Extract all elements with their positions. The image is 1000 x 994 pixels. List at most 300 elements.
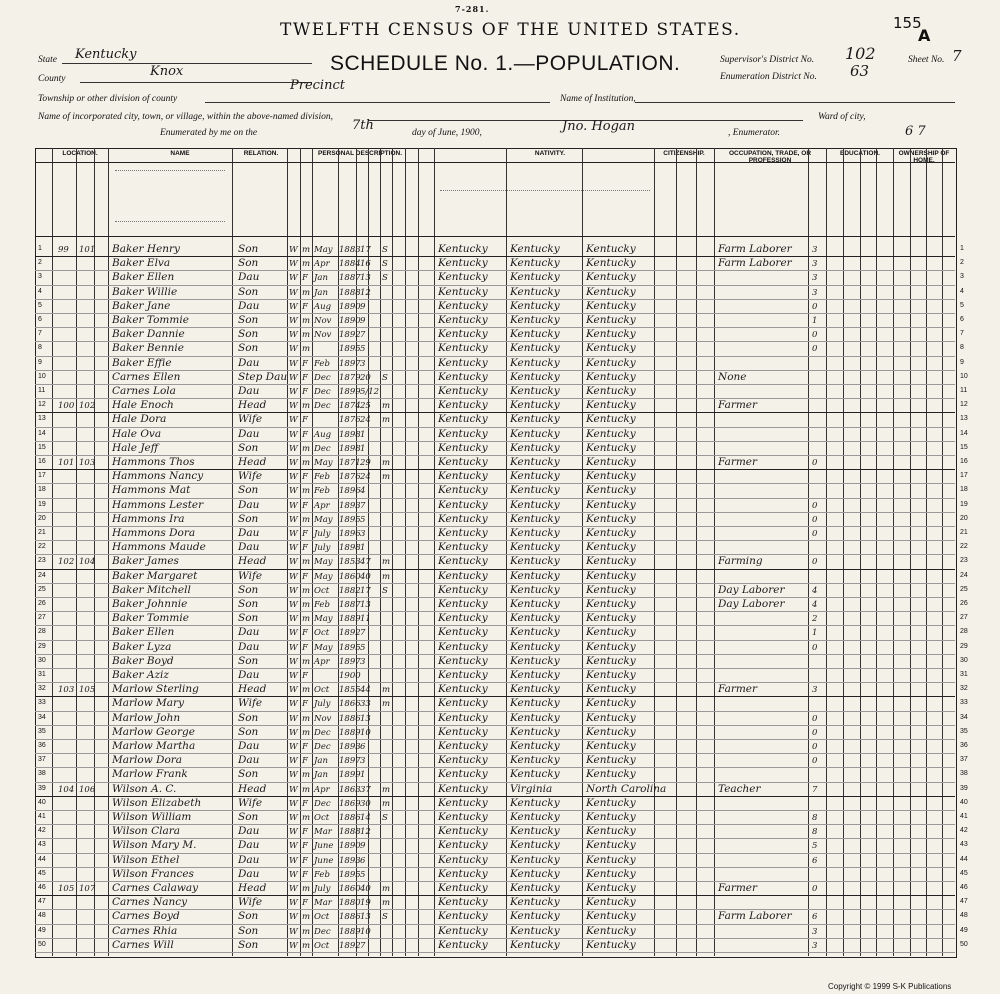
cell-family: 106 [79,784,96,795]
cell-birth-year: 1888 [339,827,361,838]
cell-sex: m [302,316,311,326]
cell-race: W [289,557,298,568]
cell-race: W [289,742,298,752]
cell-birthplace: Kentucky [438,555,488,568]
cell-birth-year: 1863 [339,784,361,795]
cell-months-unemployed: 0 [812,557,818,568]
cell-family: 103 [79,458,96,468]
cell-birth-month: Feb [314,358,330,369]
cell-relation: Dau [238,626,260,639]
cell-father-birthplace: Kentucky [510,512,560,525]
cell-birth-year: 1895 [339,642,361,653]
cell-birth-month: Dec [314,742,331,752]
cell-relation: Wife [238,796,263,809]
row-rule [35,640,955,641]
cell-relation: Head [238,882,267,894]
cell-sex: m [302,813,311,823]
cell-name: Hammons Ira [112,512,185,525]
cell-mother-birthplace: Kentucky [586,413,636,426]
row-number: 32 [38,685,46,693]
cell-birthplace: Kentucky [438,825,488,838]
cell-birth-year: 1886 [339,713,361,724]
cell-name: Marlow Frank [112,768,188,781]
cell-birth-month: Mar [314,827,332,838]
cell-name: Hammons Dora [112,527,196,539]
cell-sex: F [302,855,308,866]
cell-mother-birthplace: Kentucky [586,370,636,383]
cell-birth-year: 1892 [339,628,361,639]
cell-birth-month: Feb [314,600,330,610]
cell-mother-birthplace: Kentucky [586,683,636,696]
cell-sex: m [302,926,311,937]
cell-mother-birthplace: Kentucky [586,399,636,412]
cell-age: 1 [360,429,366,440]
cell-months-unemployed: 8 [812,813,818,823]
cell-father-birthplace: Kentucky [510,612,560,625]
cell-age: 16 [360,259,371,270]
cell-birth-month: May [314,614,333,625]
cell-father-birthplace: Kentucky [510,370,560,383]
col-line [808,148,809,956]
cell-sex: m [302,713,311,724]
cell-marital: S [382,585,388,596]
cell-name: Wilson Elizabeth [112,796,202,809]
cell-race: W [289,301,298,312]
cell-birth-year: 1886 [339,912,361,923]
cell-father-birthplace: Kentucky [510,441,560,454]
month-label: day of June, 1900, [412,128,482,138]
row-number: 7 [38,330,42,338]
row-rule [35,952,955,953]
col-line [392,148,393,956]
row-number-right: 40 [960,798,968,806]
cell-marital: m [382,685,391,696]
cell-occupation: Teacher [718,782,761,795]
cell-race: W [289,401,298,412]
cell-race: W [289,372,298,383]
cell-birth-year: 1879 [339,372,361,383]
cell-name: Hale Jeff [112,441,159,454]
cell-relation: Son [238,583,259,596]
cell-age: 9 [360,316,366,326]
cell-sex: F [302,372,308,383]
cell-marital: m [382,784,391,795]
cell-name: Baker Tommie [112,612,189,625]
cell-age: 13 [360,713,371,724]
col-line [843,148,844,956]
cell-mother-birthplace: Kentucky [586,498,636,511]
cell-months-unemployed: 0 [812,344,818,355]
cell-race: W [289,770,298,781]
state-line [62,63,312,64]
cell-name: Marlow John [112,711,181,724]
cell-birth-month: Dec [314,372,331,383]
col-line [380,148,381,956]
cell-birth-year: 1876 [339,472,361,483]
cell-age: 19 [360,898,371,909]
cell-mother-birthplace: Kentucky [586,299,636,312]
cell-name: Marlow George [112,725,195,738]
row-number-right: 33 [960,699,968,707]
cell-mother-birthplace: Kentucky [586,882,636,894]
cell-marital: m [382,798,391,809]
cell-mother-birthplace: Kentucky [586,356,636,369]
cell-relation: Dau [238,299,260,312]
col-line [506,148,507,956]
cell-birth-year: 1893 [339,742,361,752]
row-number-right: 21 [960,529,968,536]
row-number-right: 17 [960,472,968,480]
cell-birthplace: Kentucky [438,683,488,696]
row-number-right: 44 [960,855,968,863]
cell-father-birthplace: Kentucky [510,938,560,951]
cell-father-birthplace: Kentucky [510,697,560,710]
cell-birthplace: Kentucky [438,413,488,426]
cell-race: W [289,727,298,738]
cell-sex: F [302,827,308,838]
cell-relation: Son [238,484,259,497]
cell-relation: Dau [238,271,260,284]
row-number: 5 [38,301,42,309]
cell-mother-birthplace: Kentucky [586,271,636,284]
cell-relation: Son [238,328,259,341]
col-line [94,148,95,956]
sheet-label: Sheet No. [908,55,945,65]
cell-race: W [289,245,298,255]
row-number-right: 48 [960,912,968,920]
cell-age: 17 [360,245,371,255]
col-line [434,148,435,956]
cell-birth-year: 1890 [339,301,361,312]
cell-age: 7 [360,940,366,951]
cell-name: Carnes Lola [112,385,176,397]
cell-race: W [289,614,298,625]
cell-birth-year: 1889 [339,727,361,738]
cell-birth-month: July [314,543,331,554]
row-number: 31 [38,671,46,678]
row-number-right: 41 [960,813,968,820]
cell-name: Hale Dora [112,413,167,426]
cell-birth-year: 1896 [339,529,361,539]
cell-birth-month: Dec [314,727,331,738]
cell-age: 5 [360,869,366,880]
cell-family: 101 [79,245,96,255]
enumeration-label: Enumeration District No. [720,72,817,82]
cell-birth-year: 1892 [339,940,361,951]
cell-family: 102 [79,401,96,412]
cell-race: W [289,287,298,298]
cell-birth-month: July [314,529,331,539]
row-number-right: 3 [960,273,964,281]
county-value: Knox [150,64,184,79]
page-stamp: 155 [893,14,922,32]
cell-mother-birthplace: Kentucky [586,612,636,625]
cell-birth-year: 1897 [339,656,361,667]
cell-relation: Son [238,598,259,610]
cell-birthplace: Kentucky [438,427,488,440]
row-number: 36 [38,742,46,749]
cell-name: Marlow Sterling [112,683,199,696]
cell-age: 29 [360,458,371,468]
cell-relation: Son [238,257,259,270]
cell-race: W [289,756,298,767]
cell-birth-month: Oct [314,628,330,639]
cell-birthplace: Kentucky [438,853,488,866]
cell-sex: m [302,614,311,625]
cell-relation: Head [238,782,267,795]
cell-mother-birthplace: Kentucky [586,470,636,483]
cell-age: 3 [360,358,366,369]
cell-race: W [289,912,298,923]
cell-relation: Son [238,711,259,724]
cell-birth-year: 1874 [339,401,361,412]
cell-mother-birthplace: Kentucky [586,427,636,440]
cell-birthplace: Kentucky [438,612,488,625]
cell-occupation: None [718,370,747,383]
row-number: 12 [38,401,46,409]
cell-age: 20 [360,372,371,383]
cell-age: 24 [360,472,371,483]
enumeration-value: 63 [850,62,870,80]
row-number-right: 2 [960,259,964,267]
cell-months-unemployed: 4 [812,600,818,610]
cell-sex: m [302,514,311,525]
cell-mother-birthplace: Kentucky [586,328,636,341]
township-line [205,102,550,103]
row-number: 46 [38,884,46,891]
row-rule [35,412,955,413]
cell-mother-birthplace: Kentucky [586,285,636,298]
cell-months-unemployed: 3 [812,926,818,937]
row-number-right: 29 [960,642,968,650]
cell-name: Wilson A. C. [112,782,177,795]
cell-birthplace: Kentucky [438,811,488,823]
cell-race: W [289,798,298,809]
cell-birth-year: 1887 [339,600,361,610]
enumerator-value: Jno. Hogan [562,119,636,134]
cell-months-unemployed: 7 [812,784,818,795]
cell-mother-birthplace: Kentucky [586,598,636,610]
cell-relation: Wife [238,470,263,483]
schedule-title: SCHEDULE No. 1.—POPULATION. [330,52,681,75]
cell-age: 40 [360,571,371,582]
cell-birthplace: Kentucky [438,882,488,894]
cell-birthplace: Kentucky [438,399,488,412]
cell-age: 3 [360,529,366,539]
cell-race: W [289,656,298,667]
cell-age: 9 [360,301,366,312]
cell-race: W [289,415,298,426]
row-number: 39 [38,784,46,792]
col-line [232,148,233,956]
cell-sex: m [302,443,311,454]
cell-race: W [289,813,298,823]
cell-months-unemployed: 0 [812,727,818,738]
cell-months-unemployed: 6 [812,912,818,923]
cell-mother-birthplace: Kentucky [586,484,636,497]
cell-relation: Wife [238,896,263,909]
cell-birth-year: 1898 [339,443,361,454]
day-value: 7th [352,118,374,133]
cell-occupation: Day Laborer [718,598,785,610]
cell-birth-month: Jan [314,770,328,781]
cell-mother-birthplace: Kentucky [586,569,636,582]
state-label: State [38,55,57,65]
row-number: 11 [38,387,46,394]
instruction-block [115,170,225,222]
col-personal: PERSONAL DESCRIPTION. [317,150,403,157]
cell-father-birthplace: Kentucky [510,853,560,866]
cell-age: 6 [360,742,366,752]
cell-mother-birthplace: Kentucky [586,626,636,639]
cell-father-birthplace: Kentucky [510,243,560,255]
cell-sex: m [302,458,311,468]
col-relation: RELATION. [243,150,279,157]
cell-birthplace: Kentucky [438,314,488,326]
cell-relation: Dau [238,740,260,752]
cell-sex: F [302,301,308,312]
cell-relation: Son [238,243,259,255]
row-number-right: 22 [960,543,968,551]
cell-race: W [289,387,298,397]
cell-months-unemployed: 3 [812,273,818,284]
cell-relation: Head [238,683,267,696]
cell-race: W [289,884,298,894]
row-number: 27 [38,614,46,622]
cell-months-unemployed: 0 [812,500,818,511]
cell-mother-birthplace: Kentucky [586,740,636,752]
cell-race: W [289,472,298,483]
cell-race: W [289,926,298,937]
cell-months-unemployed: 0 [812,330,818,341]
col-line [108,148,109,956]
cell-father-birthplace: Kentucky [510,470,560,483]
cell-name: Baker James [112,555,179,568]
cell-birthplace: Kentucky [438,697,488,710]
cell-age: 7 [360,330,366,341]
row-number: 47 [38,898,46,906]
cell-sex: F [302,415,308,426]
cell-occupation: Farming [718,555,763,568]
cell-dwelling: 105 [58,884,75,894]
cell-age: 10 [360,727,371,738]
cell-age: 1 [360,770,366,781]
row-number: 33 [38,699,46,707]
supervisor-value: 102 [845,44,876,63]
cell-mother-birthplace: Kentucky [586,811,636,823]
row-number-right: 32 [960,685,968,693]
cell-birthplace: Kentucky [438,569,488,582]
cell-mother-birthplace: Kentucky [586,910,636,923]
cell-birthplace: Kentucky [438,385,488,397]
cell-father-birthplace: Kentucky [510,725,560,738]
cell-father-birthplace: Kentucky [510,640,560,653]
cell-age: 1 [360,543,366,554]
row-number-right: 31 [960,671,968,678]
cell-birthplace: Kentucky [438,896,488,909]
row-number-right: 12 [960,401,968,409]
cell-birth-month: Oct [314,940,330,951]
col-line [76,148,77,956]
cell-father-birthplace: Kentucky [510,271,560,284]
row-number: 3 [38,273,42,281]
row-number: 6 [38,316,42,323]
cell-birth-month: Feb [314,486,330,497]
cell-race: W [289,514,298,525]
cell-mother-birthplace: Kentucky [586,640,636,653]
cell-sex: m [302,784,311,795]
cell-age: 13 [360,912,371,923]
cell-mother-birthplace: North Carolina [586,782,667,795]
cell-race: W [289,869,298,880]
cell-mother-birthplace: Kentucky [586,456,636,468]
cell-marital: m [382,415,391,426]
header-rule [35,236,955,237]
cell-birthplace: Kentucky [438,498,488,511]
row-number: 43 [38,841,46,849]
cell-father-birthplace: Kentucky [510,583,560,596]
col-line [676,148,677,956]
cell-birthplace: Kentucky [438,271,488,284]
cell-months-unemployed: 3 [812,940,818,951]
cell-sex: m [302,656,311,667]
cell-occupation: Farmer [718,399,758,412]
cell-marital: m [382,401,391,412]
township-label: Township or other division of county [38,94,178,104]
cell-birth-year: 1871 [339,458,361,468]
cell-months-unemployed: 0 [812,756,818,767]
col-line [654,148,655,956]
cell-family: 105 [79,685,96,696]
cell-father-birthplace: Kentucky [510,683,560,696]
row-number-right: 14 [960,429,968,437]
cell-birthplace: Kentucky [438,740,488,752]
cell-months-unemployed: 2 [812,614,818,625]
cell-birth-month: July [314,699,331,710]
cell-occupation: Farm Laborer [718,257,792,270]
cell-name: Baker Effie [112,356,172,369]
cell-marital: S [382,912,388,923]
cell-age: 25 [360,401,371,412]
cell-birth-month: June [314,841,334,852]
cell-marital: m [382,571,391,582]
row-number-right: 20 [960,514,968,522]
cell-sex: F [302,358,308,369]
cell-age: 12 [360,827,371,838]
cell-marital: S [382,245,388,255]
cell-relation: Son [238,910,259,923]
row-rule [35,299,955,300]
cell-birth-year: 1895 [339,344,361,355]
row-rule [35,427,955,428]
cell-age: 7 [360,628,366,639]
supervisor-label: Supervisor's District No. [720,55,815,65]
cell-father-birthplace: Kentucky [510,924,560,937]
cell-birth-year: 1882 [339,585,361,596]
cell-father-birthplace: Kentucky [510,342,560,355]
cell-father-birthplace: Kentucky [510,811,560,823]
cell-mother-birthplace: Kentucky [586,924,636,937]
page-letter: A [918,26,931,45]
cell-birth-month: Dec [314,401,331,412]
cell-sex: m [302,401,311,412]
row-number: 35 [38,727,46,735]
cell-sex: F [302,756,308,767]
cell-race: W [289,671,298,681]
row-number-right: 4 [960,287,964,295]
cell-months-unemployed: 0 [812,713,818,724]
cell-father-birthplace: Kentucky [510,541,560,554]
